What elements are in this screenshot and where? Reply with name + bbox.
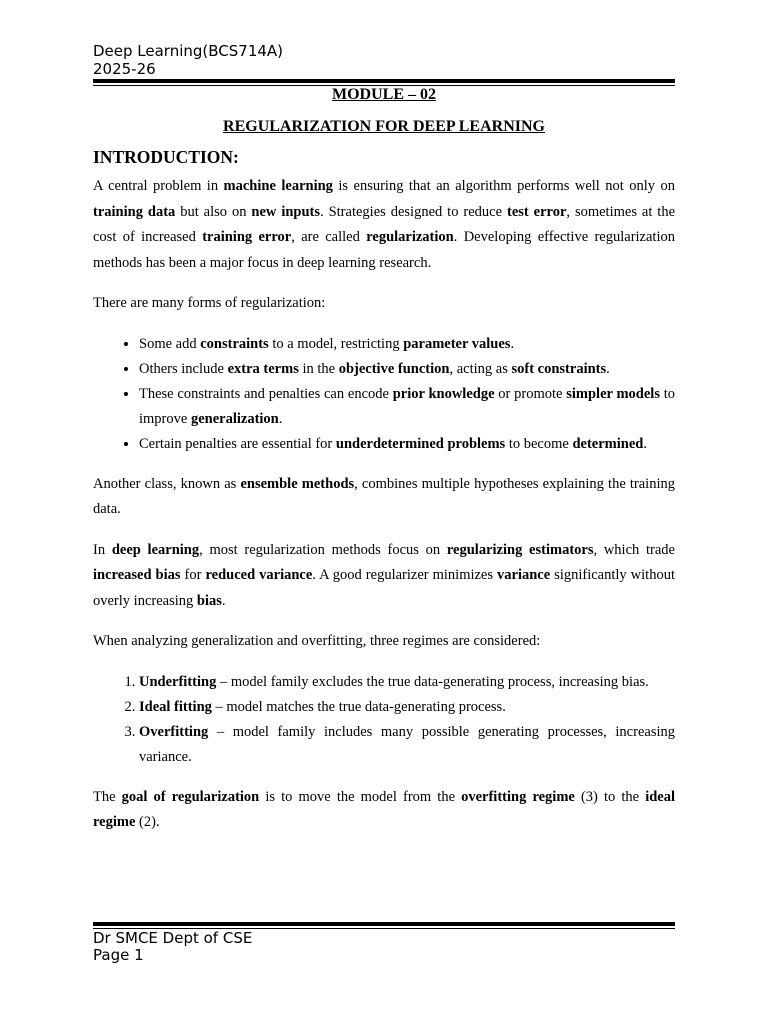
- header-course: Deep Learning(BCS714A): [93, 42, 284, 60]
- list-item: [139, 332, 675, 357]
- regimes-list: [93, 670, 675, 770]
- text-run: , most regularization methods focus on: [199, 541, 447, 558]
- bold-term: generalization: [190, 410, 279, 427]
- paragraph-goal: [93, 785, 675, 836]
- bold-term: simpler models: [566, 385, 660, 402]
- text-run: – model family excludes the true data-generating process, increasing bias.: [216, 673, 649, 690]
- text-run: – model matches the true data-generating process.: [211, 698, 506, 715]
- bold-term: ensemble methods: [240, 475, 355, 492]
- list-item: [139, 432, 675, 457]
- text-run: (2).: [135, 814, 160, 830]
- footer-page-number: Page 1: [93, 946, 144, 964]
- footer-rule: [93, 922, 675, 929]
- forms-list: [93, 332, 675, 457]
- list-item: [139, 695, 675, 720]
- bold-term: bias: [196, 592, 222, 609]
- text-run: .: [606, 360, 610, 377]
- text-run: .: [643, 435, 647, 452]
- bold-term: reduced variance: [205, 567, 313, 583]
- bold-term: Overfitting: [139, 723, 209, 740]
- header-year: 2025-26: [93, 60, 156, 78]
- text-run: is ensuring that an algorithm performs well not only on: [332, 178, 676, 194]
- text-run: A central problem in: [93, 178, 224, 194]
- text-run: These constraints and penalties can encode: [139, 385, 393, 402]
- text-run: is to move the model from the: [259, 788, 462, 805]
- text-run: The: [93, 788, 122, 805]
- bold-term: soft constraints: [511, 360, 607, 377]
- text-run: Others include: [139, 360, 228, 377]
- bold-term: extra terms: [227, 360, 299, 377]
- bold-term: training data: [93, 203, 176, 220]
- text-run: .: [510, 335, 515, 352]
- paragraph-regimes-intro: [93, 629, 675, 655]
- text-run: – model family includes many possible generating processes, increasing variance.: [139, 723, 675, 765]
- bold-term: overfitting regime: [461, 788, 575, 805]
- list-item: [139, 382, 675, 432]
- text-run: Another class, known as: [93, 475, 241, 492]
- bold-term: Ideal fitting: [139, 698, 212, 715]
- bold-term: training error: [202, 229, 292, 245]
- bold-term: objective function: [338, 360, 450, 377]
- text-run: Certain penalties are essential for: [139, 435, 336, 452]
- text-run: , sometimes at the cost of increased: [93, 203, 676, 245]
- paragraph-ensemble: [93, 472, 675, 523]
- text-run: , which trade: [593, 541, 675, 558]
- bold-term: goal of regularization: [121, 788, 260, 805]
- text-run: , acting as: [449, 360, 512, 377]
- bold-term: parameter values: [403, 335, 511, 352]
- text-run: for: [180, 567, 206, 583]
- text-run: Some add: [139, 335, 201, 352]
- text-run: . Developing effective regularization methods has been a major focus in deep learning research.: [93, 229, 675, 271]
- page-header: [93, 42, 675, 78]
- text-run: , are called: [291, 229, 367, 245]
- text-run: There are many forms of regularization:: [93, 295, 326, 311]
- bold-term: deep learning: [111, 541, 200, 558]
- text-run: or promote: [494, 385, 567, 402]
- list-item: [139, 357, 675, 382]
- text-run: but also on: [175, 203, 252, 220]
- text-run: . A good regularizer minimizes: [312, 567, 498, 583]
- paragraph-forms: [93, 291, 675, 317]
- bold-term: regularization: [366, 229, 454, 245]
- text-run: to become: [505, 435, 573, 452]
- text-run: .: [221, 592, 226, 609]
- section-title: REGULARIZATION FOR DEEP LEARNING: [223, 118, 545, 135]
- text-run: (3) to the: [574, 788, 646, 805]
- text-run: , combines multiple hypotheses explaining the training data.: [93, 475, 675, 517]
- text-run: When analyzing generalization and overfitting, three regimes are considered:: [93, 633, 541, 649]
- text-run: in the: [298, 360, 339, 377]
- text-run: . Strategies designed to reduce: [320, 203, 507, 220]
- text-run: significantly without overly increasing: [93, 567, 675, 609]
- bold-term: Underfitting: [139, 673, 217, 690]
- list-item: [139, 670, 675, 695]
- bold-term: machine learning: [223, 178, 333, 194]
- text-run: .: [278, 410, 283, 427]
- page-content: [93, 84, 675, 836]
- bold-term: new inputs: [251, 203, 321, 220]
- bold-term: increased bias: [93, 567, 181, 583]
- module-title: MODULE – 02: [332, 86, 436, 103]
- list-item: [139, 720, 675, 770]
- bold-term: prior knowledge: [392, 385, 495, 402]
- page-footer: [93, 930, 675, 964]
- bold-term: regularizing estimators: [446, 541, 594, 558]
- bold-term: variance: [497, 567, 551, 583]
- bold-term: test error: [506, 203, 567, 220]
- paragraph-intro: [93, 174, 675, 276]
- bold-term: underdetermined problems: [335, 435, 506, 452]
- bold-term: determined: [572, 435, 644, 452]
- text-run: to a model, restricting: [268, 335, 404, 352]
- bold-term: ideal regime: [93, 788, 675, 830]
- text-run: In: [93, 541, 112, 558]
- paragraph-estimators: [93, 538, 675, 615]
- bold-term: constraints: [200, 335, 269, 352]
- text-run: to improve: [139, 385, 676, 427]
- intro-heading: INTRODUCTION:: [93, 147, 239, 167]
- footer-dept: Dr SMCE Dept of CSE: [93, 929, 253, 947]
